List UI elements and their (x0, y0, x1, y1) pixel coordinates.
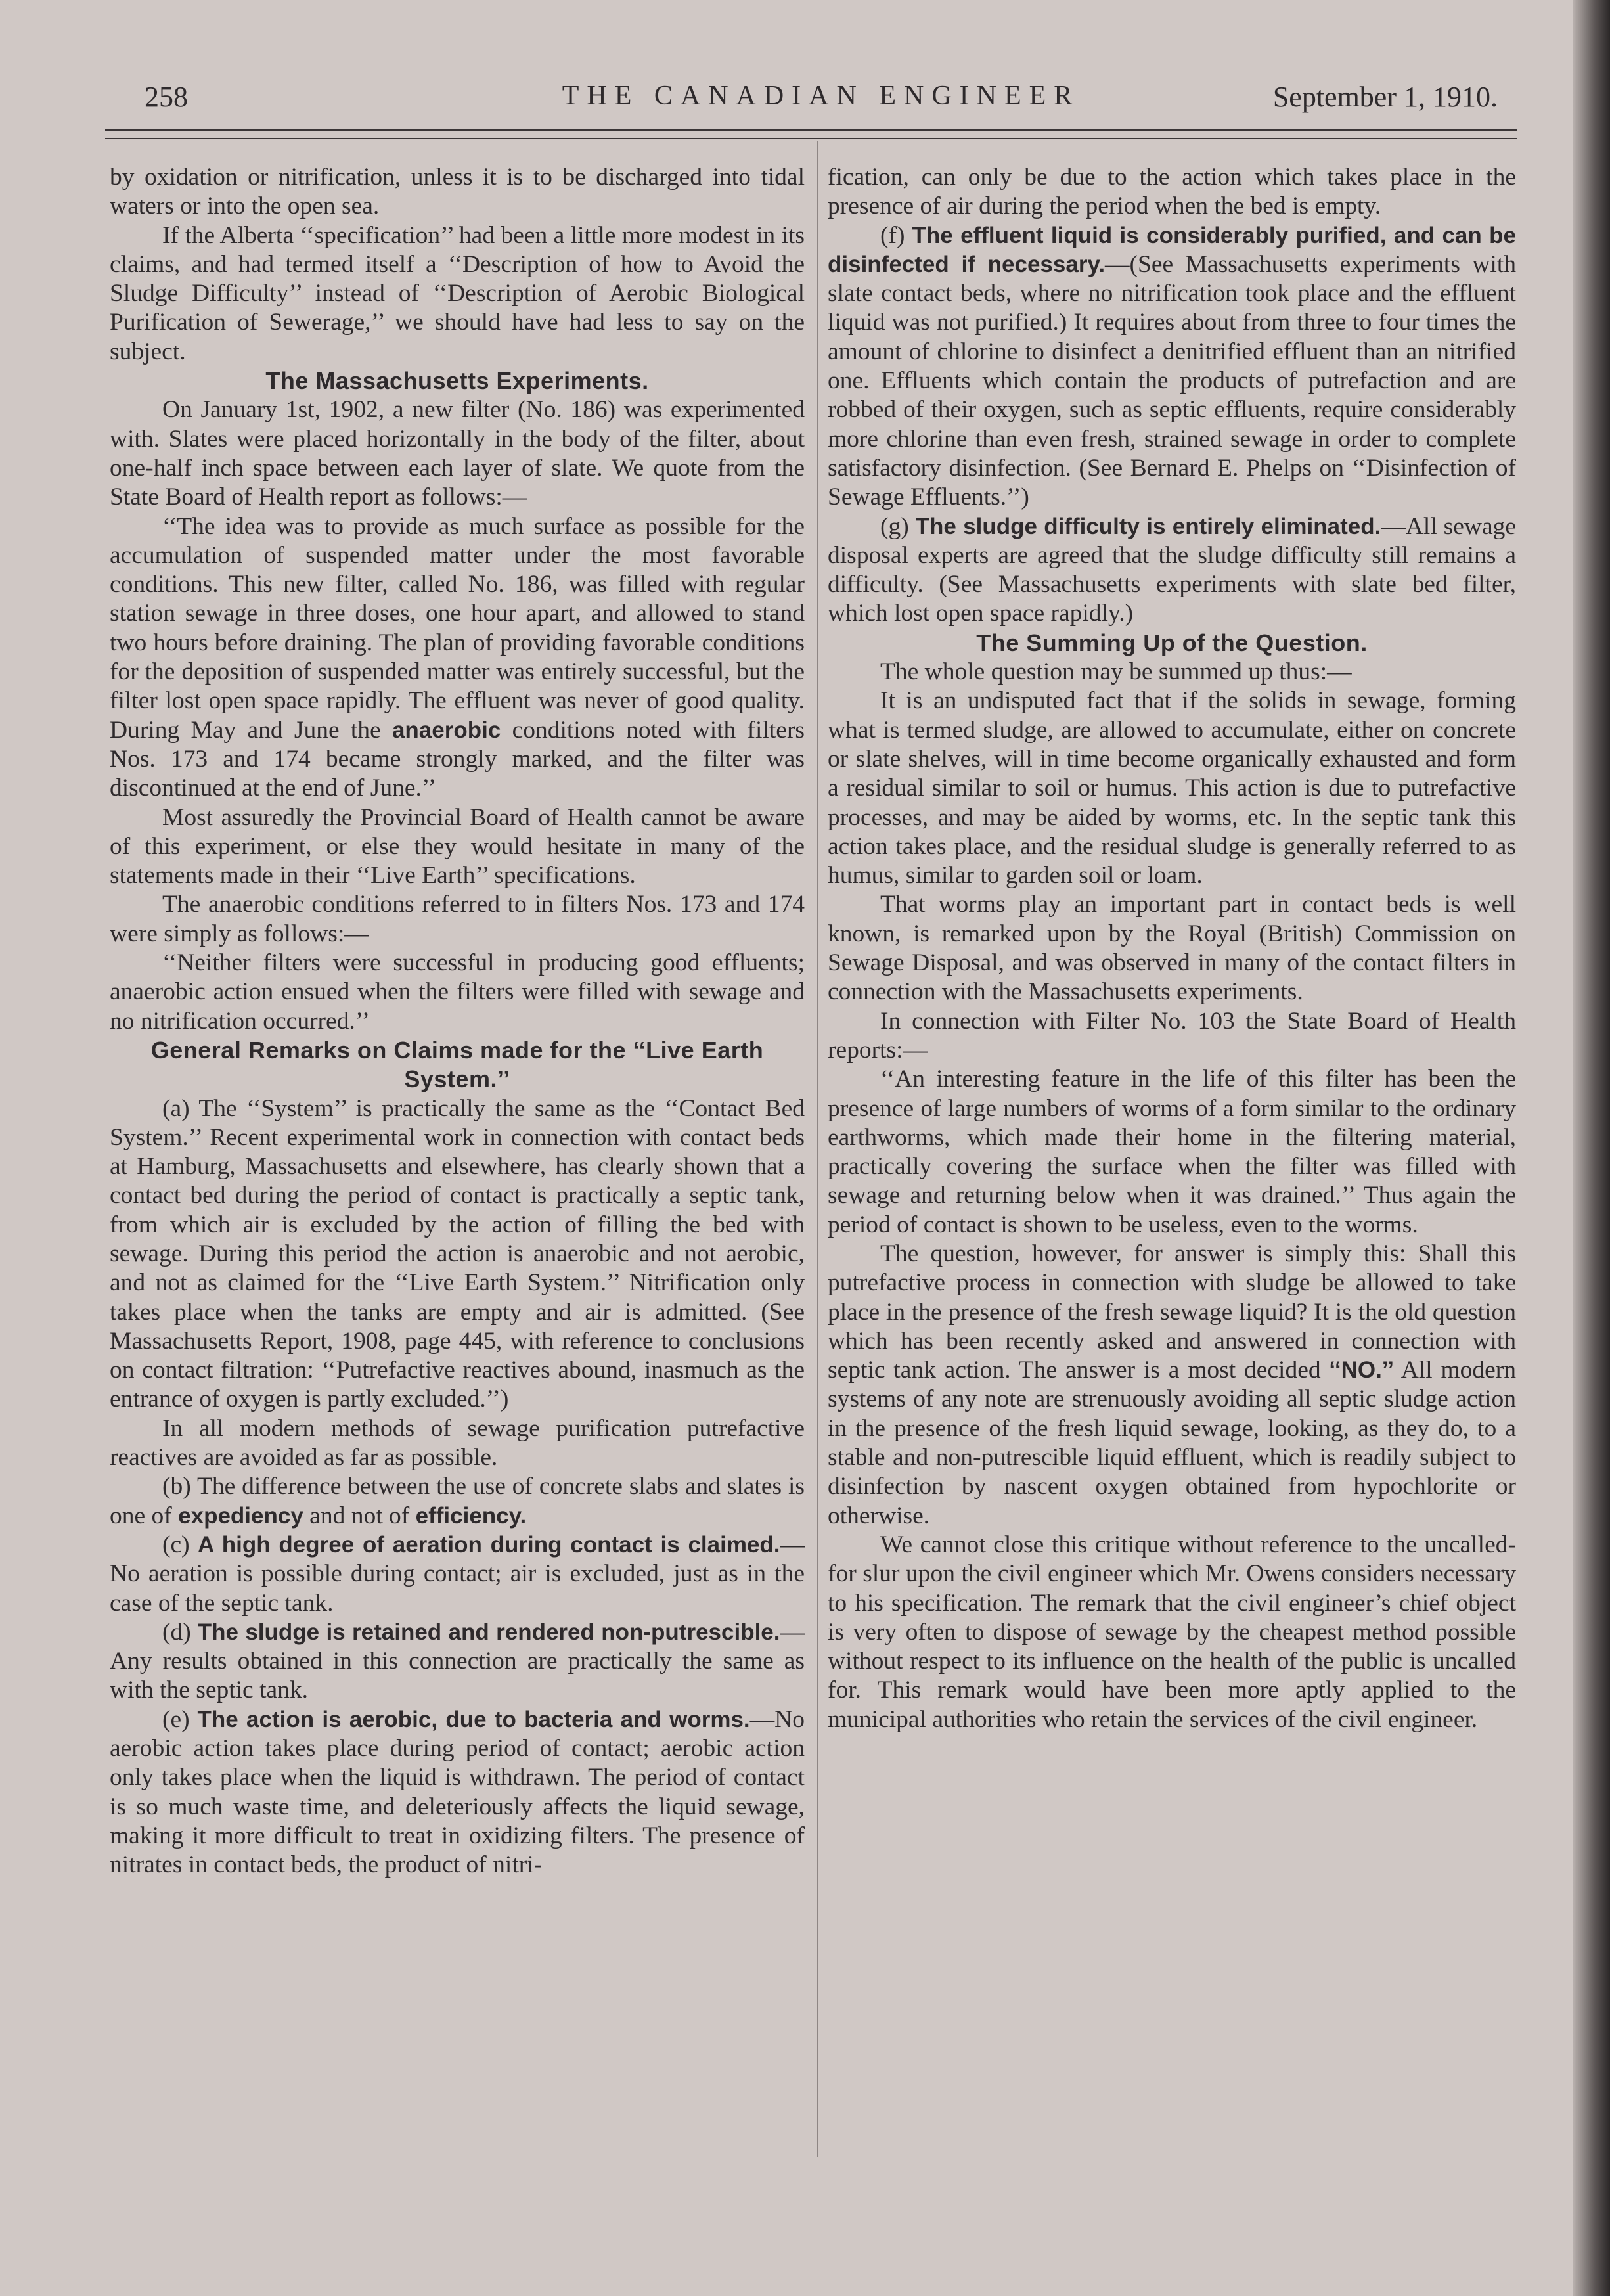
paragraph: It is an undisputed fact that if the solids in sewage, forming what is termed sludge, are allowed to accumulate, either on concrete or slate shelves, will in time become organically exhausted and form a residual similar to soil or humus. This action is due to putrefactive processes, and may be aided by worms, etc. In the septic tank this action takes place, and the residual sludge is generally referred to as humus, similar to garden soil or loam. (828, 687, 1516, 889)
paragraph: ‘‘An interesting feature in the life of this filter has been the presence of large numbers of worms of a form similar to the ordinary earthworms, which made their home in the filtering material, practically covering the surface when the filter was filled with sewage and returning below when it was drained.’’ Thus again the period of contact is shown to be useless, even to the worms. (828, 1066, 1516, 1238)
column-divider (817, 141, 818, 2157)
issue-date: September 1, 1910. (1272, 81, 1498, 113)
text: ‘‘The idea was to provide as much surface as possible for the accumulation of suspended matter under the most favorable conditions. This new filter, called No. 186, was filled with regular station sewage in three doses, one hour apart, and allowed to stand two hours before draining. The plan of providing favorable conditions for the deposition of suspended matter was entirely successful, but the filter lost open space rapidly. The effluent was never of good quality. During May and June the (110, 512, 805, 744)
paragraph: In connection with Filter No. 103 the State Board of Health reports:— (828, 1007, 1516, 1064)
bold-term: efficiency. (415, 1502, 527, 1529)
paragraph (828, 1240, 1516, 1531)
paragraph (110, 1705, 805, 1880)
header-rule-bottom (105, 138, 1517, 139)
text: —(See Massachusetts experiments with slate contact beds, where no nitrification took place and the effluent liquid was not purified.) It requires about from three to four times the amount of chlorine to disinfect a denitrified effluent than an nitrified one. Effluents which contain the products of putrefaction and are robbed of their oxygen, such as septic effluents, require considerably more chlorine than even fresh, strained sewage in order to complete satisfactory disinfection. (See Bernard E. Phelps on ‘‘Disinfection of Sewage Effluents.’’) (828, 250, 1516, 511)
paragraph: by oxidation or nitrification, unless it is to be discharged into tidal waters or into the open sea. (110, 164, 805, 220)
text: (d) (162, 1618, 191, 1646)
text: —Any results obtained in this connection are practically the same as with the septic tank. (110, 1618, 805, 1704)
running-header (145, 80, 1498, 120)
left-column (110, 163, 805, 1880)
section-heading-general-remarks: General Remarks on Claims made for the ‘‘Live Earth System.’’ (150, 1036, 764, 1093)
text: (c) (162, 1531, 190, 1558)
book-spine-shadow (1573, 0, 1610, 2296)
text: —No aeration is possible during contact; air is excluded, just as in the case of the septic tank. (110, 1531, 805, 1617)
paragraph (110, 1618, 805, 1705)
text: (g) (880, 512, 909, 540)
right-column (828, 163, 1516, 1734)
text: The question, however, for answer is simply this: Shall this putrefactive process in connection with sludge be allowed to take place in the presence of the fresh sewage liquid? It is the old question which has been recently asked and answered in connection with septic tank action. The answer is a most decided (828, 1240, 1516, 1384)
paragraph: The whole question may be summed up thus:— (880, 658, 1352, 686)
text: and not of (309, 1502, 410, 1529)
paragraph: In all modern methods of sewage purification putrefactive reactives are avoided as far as possible. (110, 1414, 805, 1472)
bold-term: expediency (178, 1502, 303, 1529)
paragraph (828, 512, 1516, 629)
text: —No aerobic action takes place during period of contact; aerobic action only takes place when the liquid is withdrawn. The period of contact is so much waste time, and deleteriously affects the liquid sewage, making it more difficult to treat in oxidizing filters. The presence of nitrates in contact beds, the product of nitri- (110, 1705, 805, 1879)
paragraph: fication, can only be due to the action which takes place in the presence of air during the period when the bed is empty. (828, 164, 1516, 220)
paragraph (110, 512, 805, 803)
paragraph (110, 1531, 805, 1618)
bold-term: anaerobic (391, 717, 501, 743)
text: (b) The difference between the use of concrete slabs and slates is one of (110, 1473, 805, 1529)
section-heading-massachusetts: The Massachusetts Experiments. (265, 367, 649, 395)
bold-claim: The effluent liquid is considerably purified, and can be disinfected if necessary. (828, 222, 1516, 277)
paragraph (828, 221, 1516, 512)
paragraph: The anaerobic conditions referred to in filters Nos. 173 and 174 were simply as follows:— (110, 891, 805, 947)
paragraph: If the Alberta ‘‘specification’’ had been a little more modest in its claims, and had termed itself a ‘‘Description of how to Avoid the Sludge Difficulty’’ instead of ‘‘Description of Aerobic Biological Purification of Sewerage,’’ we should have had less to say on the subject. (110, 221, 805, 365)
paragraph: We cannot close this critique without reference to the uncalled-for slur upon the civil engineer which Mr. Owens considers necessary to his specification. The remark that the civil engineer’s chief object is very often to dispose of sewage by the cheapest method possible without respect to its influence on the health of the public is uncalled for. This remark would have been more aptly applied to the municipal authorities who retain the services of the civil engineer. (828, 1531, 1516, 1733)
paragraph: That worms play an important part in contact beds is well known, is remarked upon by the Royal (British) Commission on Sewage Disposal, and was observed in many of the contact filters in connection with the Massachusetts experiments. (828, 891, 1516, 1006)
paragraph: (a) The ‘‘System’’ is practically the same as the ‘‘Contact Bed System.’’ Recent experimental work in connection with contact beds at Hamburg, Massachusetts and elsewhere, has clearly shown that a contact bed during the period of contact is practically a septic tank, from which air is excluded by the action of filling the bed with sewage. During this period the action is anaerobic and not aerobic, and not as claimed for the ‘‘Live Earth System.’’ Nitrification only takes place when the tanks are empty and air is admitted. (See Massachusetts Report, 1908, page 445, with reference to conclusions on contact filtration: ‘‘Putrefactive reactives abound, inasmuch as the entrance of oxygen is partly excluded.’’) (110, 1094, 805, 1413)
header-rule-top (105, 129, 1517, 131)
text: (e) (162, 1705, 190, 1733)
paragraph: Most assuredly the Provincial Board of Health cannot be aware of this experiment, or else they would hesitate in many of the statements made in their ‘‘Live Earth’’ specifications. (110, 803, 805, 889)
section-heading-summing-up: The Summing Up of the Question. (976, 629, 1368, 656)
journal-title: THE CANADIAN ENGINEER (562, 81, 1081, 111)
paragraph (110, 1472, 805, 1531)
bold-claim: The sludge difficulty is entirely eliminated. (915, 513, 1381, 539)
bold-claim: A high degree of aeration during contact is claimed. (198, 1531, 780, 1558)
text: conditions noted with filters Nos. 173 and 174 became strongly marked, and the filter was discontinued at the end of June.’’ (110, 716, 805, 802)
text: All modern systems of any note are strenuously avoiding all septic sludge action in the presence of the fresh liquid sewage, looking, as they do, to a stable and non-putrescible liquid effluent, which is readily subject to disinfection by nascent oxygen obtained from hypochlorite or otherwise. (828, 1357, 1516, 1529)
bold-claim: The action is aerobic, due to bacteria and worms. (197, 1706, 750, 1732)
paragraph: On January 1st, 1902, a new filter (No. 186) was experimented with. Slates were placed horizontally in the body of the filter, about one-half inch space between each layer of slate. We quote from the State Board of Health report as follows:— (110, 396, 805, 511)
page-number: 258 (145, 81, 188, 113)
paragraph: ‘‘Neither filters were successful in producing good effluents; anaerobic action ensued when the filters were filled with sewage and no nitrification occurred.’’ (110, 949, 805, 1035)
text: —All sewage disposal experts are agreed that the sludge difficulty still remains a difficulty. (See Massachusetts experiments with slate bed filter, which lost open space rapidly.) (828, 512, 1517, 627)
bold-term: ‘‘NO.’’ (1329, 1357, 1394, 1384)
bold-claim: The sludge is retained and rendered non-putrescible. (197, 1619, 780, 1645)
text: (f) (880, 221, 905, 249)
